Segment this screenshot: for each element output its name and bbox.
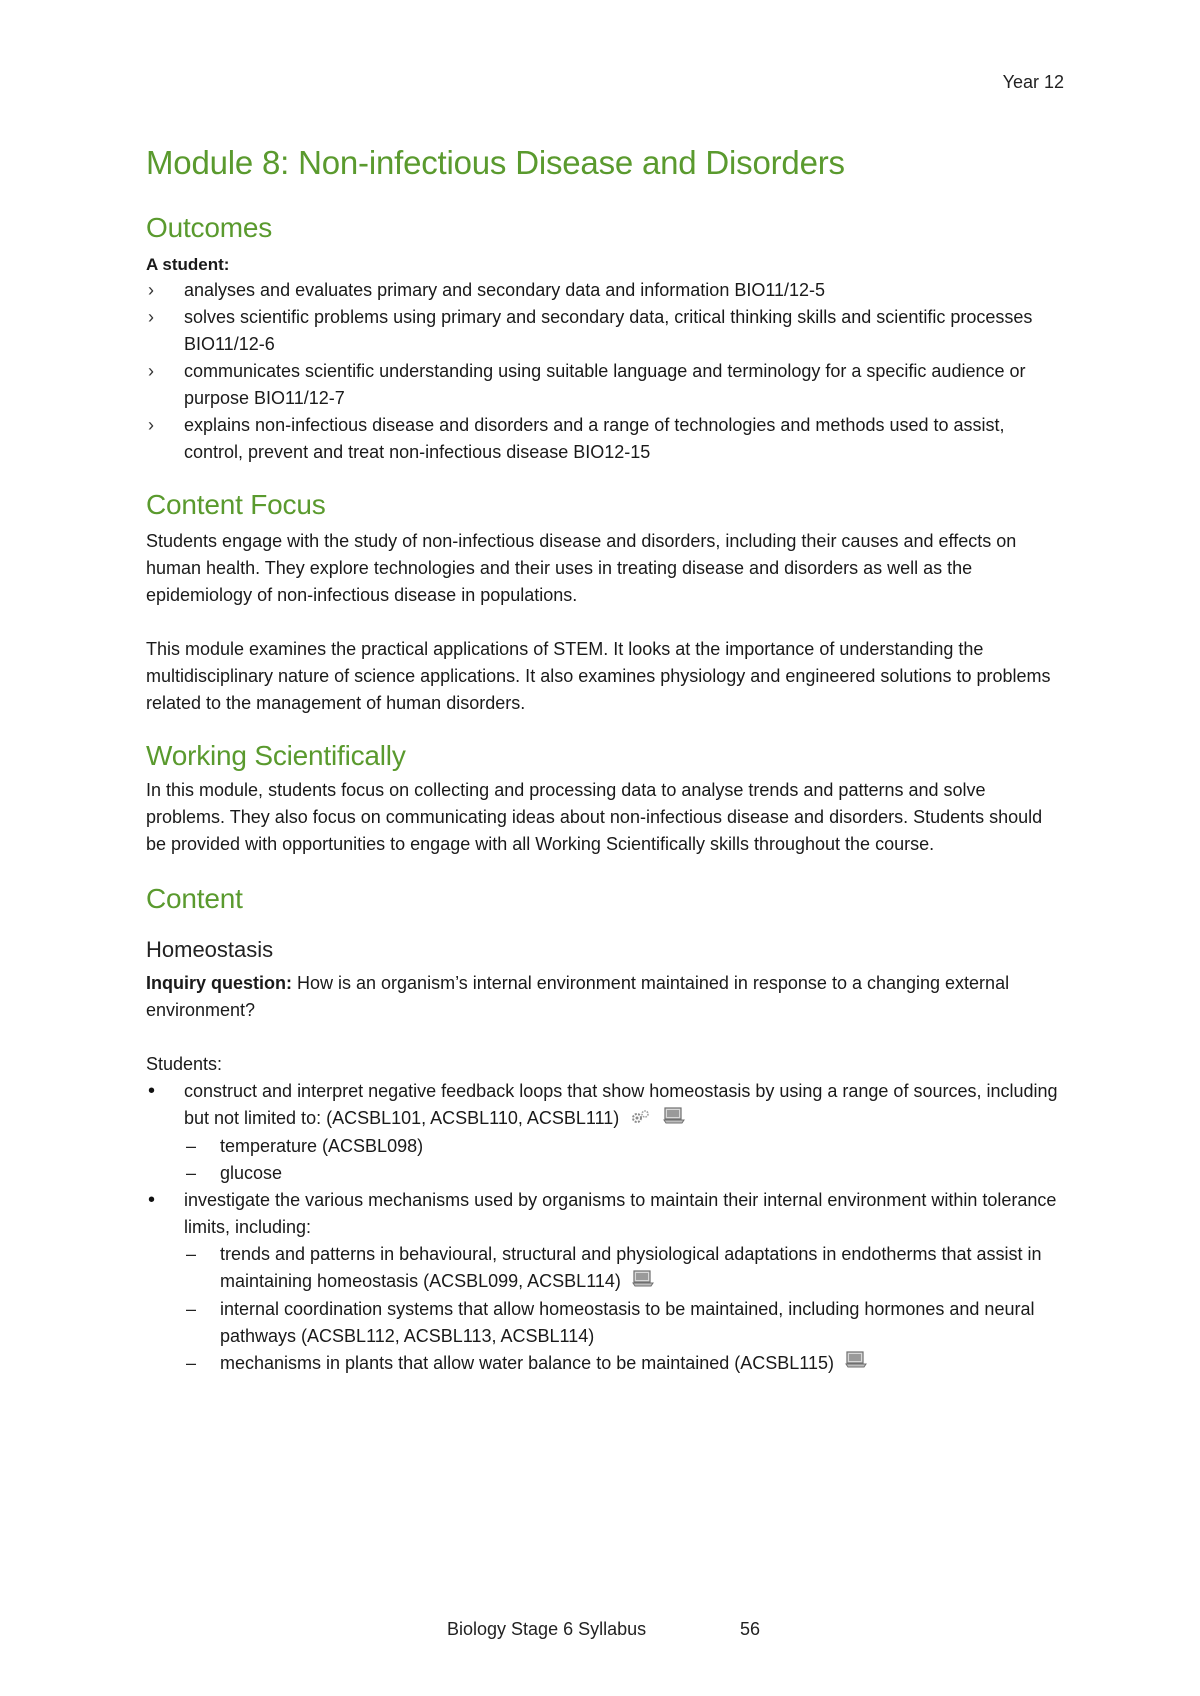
homeostasis-subheading: Homeostasis bbox=[146, 937, 274, 962]
sub-item-text: trends and patterns in behavioural, structural and physiological adaptations in endotherms that assist in maintaining homeostasis (ACSBL099, ACSBL114) bbox=[220, 1243, 1042, 1291]
footer-title: Biology Stage 6 Syllabus bbox=[447, 1619, 647, 1639]
gears-icon bbox=[630, 1106, 652, 1133]
year-label: Year 12 bbox=[1002, 72, 1064, 92]
sub-item: – temperature (ACSBL098) bbox=[184, 1133, 1066, 1160]
content-focus-paragraph: Students engage with the study of non-infectious disease and disorders, including their causes and effects on human health. They explore technologies and their uses in treating disease and disorders as well as the epidemiology of non-infectious disease in populations. bbox=[146, 531, 1017, 605]
content-list bbox=[146, 1078, 1066, 1377]
sub-list bbox=[184, 1133, 1066, 1187]
outcome-item: › explains non-infectious disease and disorders and a range of technologies and methods used to assist, control, prevent and treat non-infectious disease BIO12-15 bbox=[146, 412, 1066, 466]
computer-icon bbox=[632, 1269, 654, 1296]
outcomes-heading: Outcomes bbox=[146, 212, 272, 243]
inquiry-text: How is an organism’s internal environment maintained in response to a changing external environment? bbox=[146, 973, 1010, 1020]
inquiry-label: Inquiry question: bbox=[146, 973, 292, 993]
page-content bbox=[146, 143, 1066, 1377]
content-focus-paragraph: This module examines the practical applications of STEM. It looks at the importance of understanding the multidisciplinary nature of science applications. It also examines physiology and engineered solutions to problems related to the management of human disorders. bbox=[146, 639, 1051, 713]
content-item bbox=[146, 1078, 1066, 1187]
sub-item bbox=[184, 1350, 1066, 1378]
computer-icon bbox=[845, 1350, 867, 1377]
outcome-item: › communicates scientific understanding using suitable language and terminology for a specific audience or purpose BIO11/12-7 bbox=[146, 358, 1066, 412]
computer-icon bbox=[663, 1106, 685, 1133]
sub-item: – internal coordination systems that allow homeostasis to be maintained, including hormones and neural pathways (ACSBL112, ACSBL113, ACSBL114) bbox=[184, 1296, 1066, 1350]
content-item-text: investigate the various mechanisms used by organisms to maintain their internal environment within tolerance limits, including: bbox=[184, 1189, 1057, 1237]
page-number: 56 bbox=[740, 1619, 761, 1639]
outcomes-list bbox=[146, 277, 1066, 466]
sub-item: – glucose bbox=[184, 1160, 1066, 1187]
content-focus-heading: Content Focus bbox=[146, 489, 326, 520]
inquiry-question bbox=[146, 970, 1066, 1024]
sub-item bbox=[184, 1241, 1066, 1296]
module-title: Module 8: Non-infectious Disease and Disorders bbox=[146, 144, 845, 181]
outcome-item: › analyses and evaluates primary and secondary data and information BIO11/12-5 bbox=[146, 277, 1066, 304]
working-scientifically-paragraph: In this module, students focus on collecting and processing data to analyse trends and patterns and solve problems. They also focus on communicating ideas about non-infectious disease and disorders. Students should be provided with opportunities to engage with all Working Scientifically skills throughout the course. bbox=[146, 780, 1043, 854]
outcome-item: › solves scientific problems using primary and secondary data, critical thinking skills and scientific processes BIO11/12-6 bbox=[146, 304, 1066, 358]
content-item bbox=[146, 1187, 1066, 1378]
students-label: Students: bbox=[146, 1054, 223, 1074]
sub-list bbox=[184, 1241, 1066, 1378]
content-item-text: construct and interpret negative feedback loops that show homeostasis by using a range of sources, including but not limited to: (ACSBL101, ACSBL110, ACSBL111) bbox=[184, 1081, 1058, 1128]
outcomes-lead: A student: bbox=[146, 255, 230, 274]
working-scientifically-heading: Working Scientifically bbox=[146, 740, 406, 771]
content-heading: Content bbox=[146, 883, 243, 914]
sub-item-text: mechanisms in plants that allow water balance to be maintained (ACSBL115) bbox=[220, 1352, 834, 1373]
